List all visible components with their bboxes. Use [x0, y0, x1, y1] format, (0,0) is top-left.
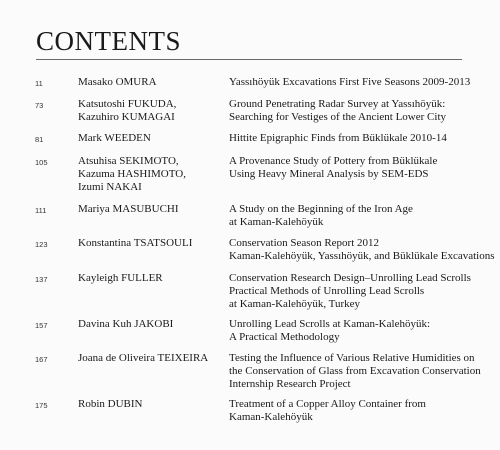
article-title-line: Treatment of a Copper Alloy Container from: [229, 398, 426, 410]
author-name: Masako OMURA: [78, 76, 157, 88]
article-title-line: Practical Methods of Unrolling Lead Scrolls: [229, 285, 425, 297]
article-title: [229, 398, 497, 424]
article-title-line: at Kaman-Kalehöyük, Turkey: [229, 298, 361, 310]
article-title-line: A Study on the Beginning of the Iron Age: [229, 203, 413, 215]
article-title: [229, 237, 497, 263]
author-name: Kazuma HASHIMOTO,: [78, 168, 186, 180]
article-title-line: Hittite Epigraphic Finds from Büklükale 2010-14: [229, 132, 447, 144]
author-name: Robin DUBIN: [78, 398, 143, 410]
article-title: [229, 352, 497, 391]
author-name: Kayleigh FULLER: [78, 272, 163, 284]
article-title-line: A Provenance Study of Pottery from Büklükale: [229, 155, 438, 167]
author-names: [78, 155, 223, 194]
article-title-line: Kaman-Kalehöyük: [229, 411, 313, 423]
page-number: 105: [35, 158, 48, 167]
author-name: Izumi NAKAI: [78, 181, 142, 193]
page-number: 175: [35, 401, 48, 410]
article-title-line: Conservation Season Report 2012: [229, 237, 380, 249]
author-names: [78, 352, 223, 365]
author-names: [78, 98, 223, 124]
article-title: [229, 318, 497, 344]
article-title-line: Using Heavy Mineral Analysis by SEM-EDS: [229, 168, 429, 180]
author-names: [78, 132, 223, 145]
title-rule: [36, 59, 462, 60]
page-number: 11: [35, 79, 43, 88]
article-title-line: the Conservation of Glass from Excavation Conservation: [229, 365, 481, 377]
article-title-line: Conservation Research Design–Unrolling Lead Scrolls: [229, 272, 471, 284]
author-name: Atsuhisa SEKIMOTO,: [78, 155, 179, 167]
page-number: 111: [35, 206, 47, 215]
author-name: Mark WEEDEN: [78, 132, 151, 144]
article-title-line: Yassıhöyük Excavations First Five Seasons 2009-2013: [229, 76, 471, 88]
author-name: Katsutoshi FUKUDA,: [78, 98, 177, 110]
article-title-line: Internship Research Project: [229, 378, 351, 390]
article-title: [229, 132, 497, 145]
article-title: [229, 76, 497, 89]
page-number: 81: [35, 135, 44, 144]
article-title-line: at Kaman-Kalehöyük: [229, 216, 324, 228]
article-title: [229, 98, 497, 124]
author-name: Mariya MASUBUCHI: [78, 203, 179, 215]
page-number: 123: [35, 240, 48, 249]
article-title-line: Searching for Vestiges of the Ancient Lower City: [229, 111, 446, 123]
page-title: CONTENTS: [36, 26, 181, 56]
page-number: 157: [35, 321, 48, 330]
author-name: Davina Kuh JAKOBI: [78, 318, 174, 330]
page-number: 167: [35, 355, 48, 364]
page-number: 137: [35, 275, 48, 284]
article-title: [229, 203, 497, 229]
author-names: [78, 272, 223, 285]
author-names: [78, 203, 223, 216]
author-names: [78, 76, 223, 89]
article-title-line: Testing the Influence of Various Relative Humidities on: [229, 352, 475, 364]
author-name: Konstantina TSATSOULI: [78, 237, 193, 249]
author-names: [78, 398, 223, 411]
author-name: Kazuhiro KUMAGAI: [78, 111, 175, 123]
author-names: [78, 237, 223, 250]
article-title-line: A Practical Methodology: [229, 331, 340, 343]
author-names: [78, 318, 223, 331]
page-number: 73: [35, 101, 44, 110]
author-name: Joana de Oliveira TEIXEIRA: [78, 352, 209, 364]
article-title-line: Ground Penetrating Radar Survey at Yassıhöyük:: [229, 98, 446, 110]
article-title-line: Kaman-Kalehöyük, Yassıhöyük, and Büklükale Excavations: [229, 250, 495, 262]
article-title: [229, 155, 497, 181]
article-title-line: Unrolling Lead Scrolls at Kaman-Kalehöyük:: [229, 318, 431, 330]
article-title: [229, 272, 497, 311]
